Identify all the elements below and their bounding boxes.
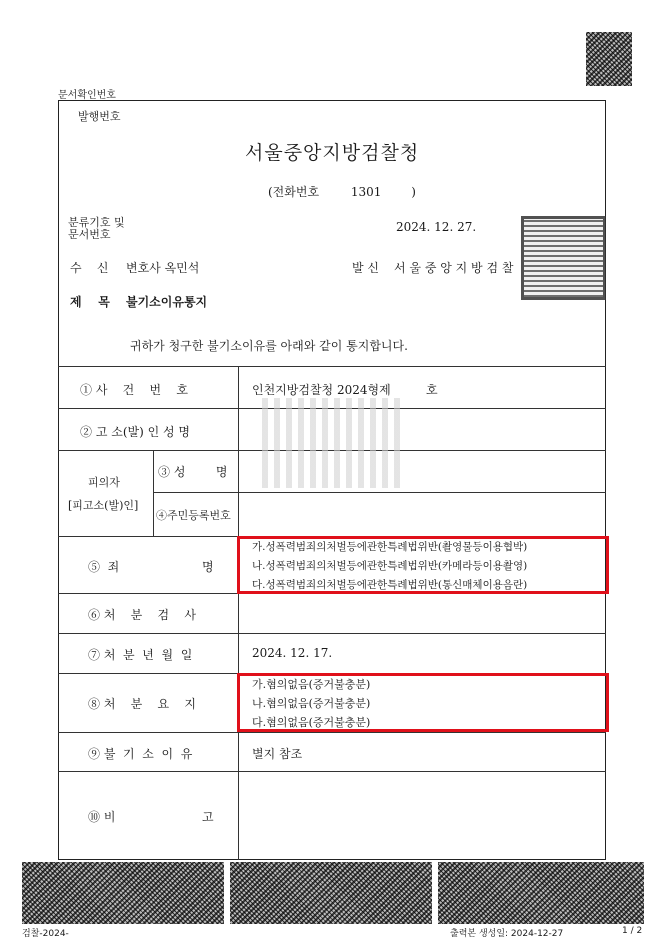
sender-label: 발 신 xyxy=(352,261,379,275)
row-line xyxy=(58,732,606,733)
class-label-2: 문서번호 xyxy=(68,228,111,241)
doc-confirm-label: 문서확인번호 xyxy=(58,90,116,101)
agency-title: 서울중앙지방검찰청 xyxy=(245,142,420,164)
barcode-strip-2 xyxy=(230,862,432,924)
charge-item: 나.성폭력범죄의처벌등에관한특례법위반(카메라등이용촬영) xyxy=(252,560,528,572)
doc-date: 2024. 12. 27. xyxy=(396,220,477,234)
sender-value: 서 울 중 앙 지 방 검 찰 xyxy=(394,261,514,275)
charge-label-b: 명 xyxy=(202,560,214,574)
issue-no-label: 발행번호 xyxy=(78,110,121,123)
suspect-subdivider xyxy=(153,450,154,536)
barcode-strip-3 xyxy=(438,862,644,924)
phone-value: 1301 xyxy=(350,185,382,199)
phone-label: (전화번호 xyxy=(268,185,320,199)
case-no-suffix: 호 xyxy=(426,383,438,397)
charges-highlight-box xyxy=(237,536,609,594)
charge-item: 가.성폭력범죄의처벌등에관한특례법위반(촬영물등이용협박) xyxy=(252,541,528,553)
disposal-gist-label: ⑧ 처 분 요 지 xyxy=(88,697,196,711)
gist-item: 나.혐의없음(증거불충분) xyxy=(252,697,371,710)
footer-page: 1 / 2 xyxy=(622,926,643,936)
charge-item: 다.성폭력범죄의처벌등에관한특례법위반(통신매체이용음란) xyxy=(252,579,528,591)
barcode-strip-1 xyxy=(22,862,224,924)
name-label: ③ 성 명 xyxy=(158,465,228,479)
prosecutor-label: ⑥ 처 분 검 사 xyxy=(88,608,196,622)
gist-item: 다.혐의없음(증거불충분) xyxy=(252,716,371,729)
suspect-label-2: [피고소(발)인] xyxy=(68,499,139,512)
remarks-label-a: ⑩ 비 xyxy=(88,810,116,824)
intro-text: 귀하가 청구한 불기소이유를 아래와 같이 통지합니다. xyxy=(130,339,408,353)
official-seal xyxy=(521,216,606,300)
gist-highlight-box xyxy=(237,673,609,732)
phone-close: ) xyxy=(411,185,416,199)
subject-value: 불기소이유통지 xyxy=(126,295,208,309)
suspect-label-1: 피의자 xyxy=(88,476,120,489)
recipient-value: 변호사 옥민석 xyxy=(126,261,200,275)
footer-right: 출력본 생성일: 2024-12-27 xyxy=(450,929,564,939)
charge-label-a: ⑤ 죄 xyxy=(88,560,120,574)
watermark-graphic xyxy=(262,398,402,488)
subject-label: 제 목 xyxy=(70,295,110,309)
table-col-divider xyxy=(238,366,239,860)
row-line xyxy=(153,492,606,493)
disposal-date-label: ⑦ 처 분 년 월 일 xyxy=(88,648,193,662)
row-line xyxy=(58,771,606,772)
phone-line xyxy=(268,183,416,200)
remarks-label-b: 고 xyxy=(202,810,214,824)
case-no-label: ① 사 건 번 호 xyxy=(80,383,188,397)
gist-item: 가.혐의없음(증거불충분) xyxy=(252,678,371,691)
reason-value: 별지 참조 xyxy=(252,747,303,761)
reason-label: ⑨ 불 기 소 이 유 xyxy=(88,747,193,761)
complainant-label: ② 고 소(발) 인 성 명 xyxy=(80,425,190,439)
footer-left: 검찰-2024- xyxy=(22,929,69,939)
qr-code-top xyxy=(586,32,632,86)
id-label: ④주민등록번호 xyxy=(156,509,231,522)
case-no-value: 인천지방검찰청 2024형제 xyxy=(252,383,391,397)
table-top-line xyxy=(58,366,606,367)
class-label-1: 분류기호 및 xyxy=(68,216,125,229)
recipient-label: 수 신 xyxy=(70,261,109,275)
row-line xyxy=(58,633,606,634)
disposal-date-value: 2024. 12. 17. xyxy=(252,646,333,660)
